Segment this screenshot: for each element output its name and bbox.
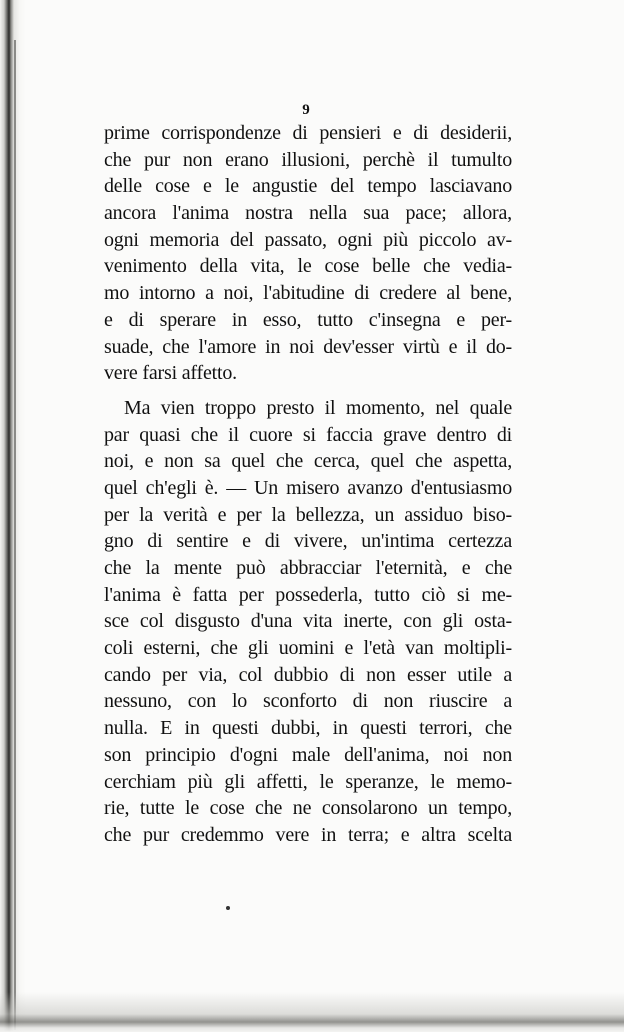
text-line: e di sperare in esso, tutto c'insegna e per- <box>104 308 512 331</box>
text-line: che pur credemmo vere in terra; e altra scelta <box>104 823 512 846</box>
text-line: l'anima è fatta per possederla, tutto ciò si me- <box>104 583 512 606</box>
text-line: nessuno, con lo sconforto di non riuscire a <box>104 690 512 713</box>
text-line: coli esterni, che gli uomini e l'età van moltipli- <box>104 637 512 660</box>
text-line: rie, tutte le cose che ne consolarono un tempo, <box>104 797 512 820</box>
ink-speck <box>226 906 230 910</box>
text-line: suade, che l'amore in noi dev'esser virtù e il do- <box>104 335 512 358</box>
text-line: venimento della vita, le cose belle che vedia- <box>104 255 512 278</box>
paragraph-1 <box>104 120 512 387</box>
text-line: per la verità e per la bellezza, un assiduo biso- <box>104 503 512 526</box>
text-line: quel ch'egli è. — Un misero avanzo d'entusiasmo <box>104 476 512 499</box>
book-binding-edge <box>0 0 26 1032</box>
text-line: son principio d'ogni male dell'anima, noi non <box>104 743 512 766</box>
page-number: 9 <box>302 102 310 118</box>
text-line: che pur non erano illusioni, perchè il tumulto <box>104 148 512 171</box>
text-line: ogni memoria del passato, ogni più piccolo av- <box>104 228 512 251</box>
text-line: gno di sentire e di vivere, un'intima certezza <box>104 530 512 553</box>
text-line: delle cose e le angustie del tempo lasciavano <box>104 175 512 198</box>
text-line: nulla. E in questi dubbi, in questi terrori, che <box>104 717 512 740</box>
text-line: cando per via, col dubbio di non esser utile a <box>104 663 512 686</box>
text-line: Ma vien troppo presto il momento, nel quale <box>124 396 512 419</box>
text-line: sce col disgusto d'una vita inerte, con gli osta- <box>104 610 512 633</box>
text-line: che la mente può abbracciar l'eternità, e che <box>104 557 512 579</box>
text-line: mo intorno a noi, l'abitudine di credere al bene, <box>104 282 512 305</box>
text-line: cerchiam più gli affetti, le speranze, le memo- <box>104 770 512 793</box>
paragraph-2 <box>104 395 512 849</box>
page-bottom-edge <box>0 992 624 1032</box>
text-line: prime corrispondenze di pensieri e di desiderii, <box>104 122 512 144</box>
text-line: par quasi che il cuore si faccia grave dentro di <box>104 423 512 446</box>
text-line: ancora l'anima nostra nella sua pace; allora, <box>104 202 512 225</box>
body-text <box>104 120 512 849</box>
text-line: noi, e non sa quel che cerca, quel che aspetta, <box>104 450 512 473</box>
binding-shadow-line <box>14 40 16 1030</box>
text-line: vere farsi affetto. <box>104 362 237 385</box>
paragraph-gap <box>104 387 512 395</box>
